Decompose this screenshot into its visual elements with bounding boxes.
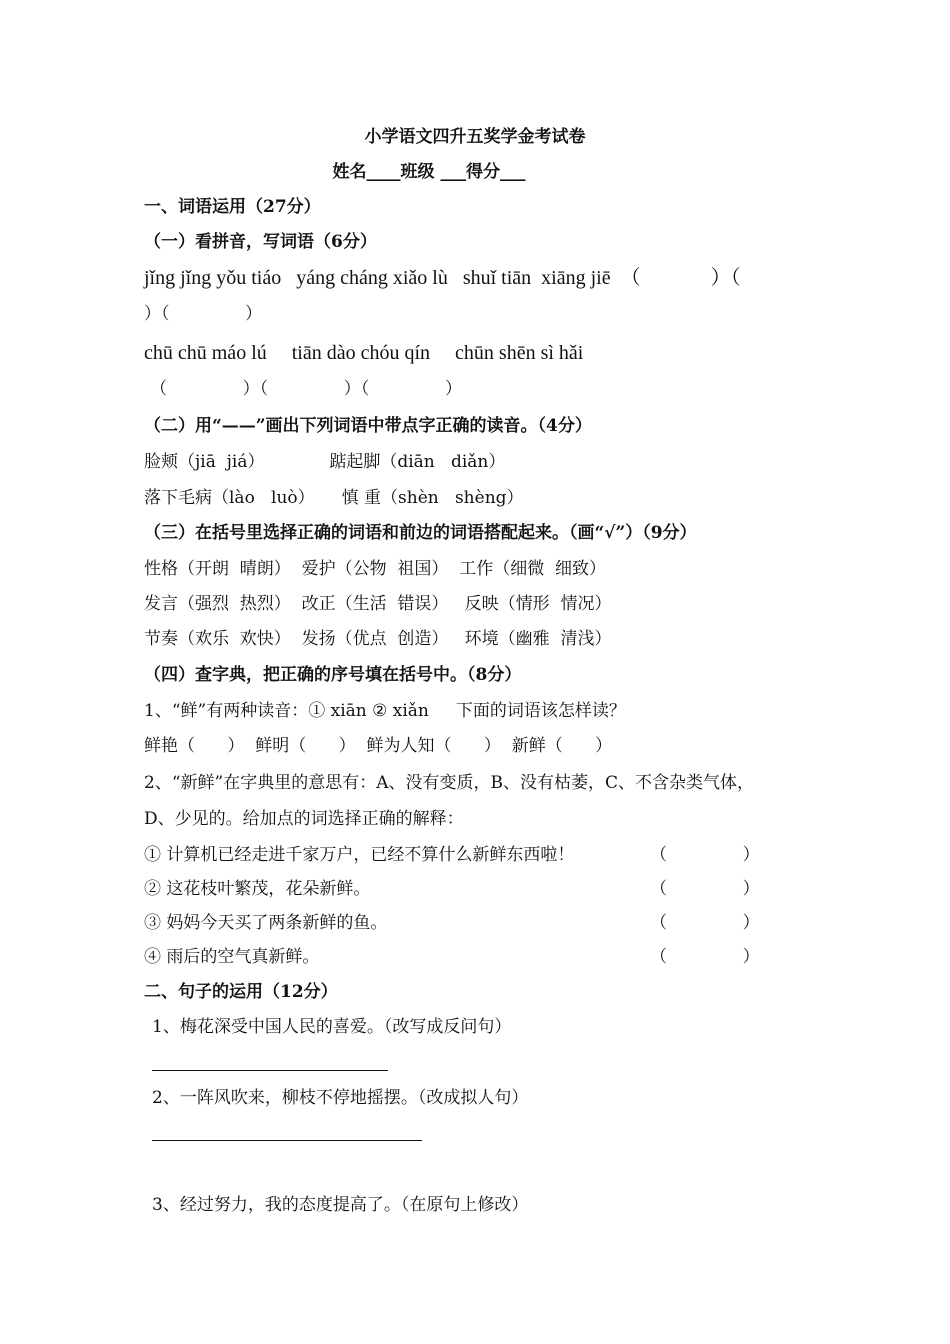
exam-title: 小学语文四升五奖学金考试卷 [364,127,586,147]
q4-item-1: ① 计算机已经走进千家万户，已经不算什么新鲜东西啦！ [144,845,575,865]
q3-heading: （三）在括号里选择正确的词语和前边的词语搭配起来。（画“√”）（9分） [144,523,697,543]
q4-item-4-blank: （ ） [650,947,760,967]
sentence-2: 2、一阵风吹来，柳枝不停地摇摆。（改成拟人句） [152,1088,529,1108]
student-info-line: 姓名____班级 ___得分___ [332,162,526,182]
part2-heading: 二、句子的运用（12分） [144,982,338,1002]
q3-row2: 发言（强烈 热烈） 改正（生活 错误） 反映（情形 情况） [144,594,612,614]
q4-line3: 2、“新鲜”在字典里的意思有：A、没有变质，B、没有枯萎，C、不含杂类气体， [144,773,754,793]
sentence-3: 3、经过努力，我的态度提高了。（在原句上修改） [152,1195,529,1215]
sentence-1: 1、梅花深受中国人民的喜爱。（改写成反问句） [152,1017,512,1037]
pinyin-row2: chū chū máo lú tiān dào chóu qín chūn shēn sì hǎi [144,342,584,364]
q1-heading: （一）看拼音，写词语（6分） [144,232,377,252]
q4-item-3-blank: （ ） [650,913,760,933]
part1-heading: 一、词语运用（27分） [144,197,321,217]
q2-row2: 落下毛病（lào luò） 慎 重（shèn shèng） [144,488,524,508]
q4-line4: D、少见的。给加点的词选择正确的解释： [144,809,464,829]
q4-line2: 鲜艳（ ） 鲜明（ ） 鲜为人知（ ） 新鲜（ ） [144,736,613,756]
q4-item-2-blank: （ ） [650,879,760,899]
q2-row1: 脸颊（jiā jiá） 踮起脚（diān diǎn） [144,452,506,472]
q4-item-1-blank: （ ） [650,845,760,865]
q4-item-3: ③ 妈妈今天买了两条新鲜的鱼。 [144,913,388,933]
answer-line-1[interactable] [152,1070,388,1071]
q4-heading: （四）查字典，把正确的序号填在括号中。（8分） [144,665,522,685]
pinyin-row1: jǐng jǐng yǒu tiáo yáng cháng xiǎo lù shuǐ tiān xiāng jiē （ ）（ [144,267,741,289]
q3-row3: 节奏（欢乐 欢快） 发扬（优点 创造） 环境（幽雅 清浅） [144,629,612,649]
q3-row1: 性格（开朗 晴朗） 爱护（公物 祖国） 工作（细微 细致） [144,559,607,579]
answer-line-2[interactable] [152,1140,422,1141]
q4-item-2: ② 这花枝叶繁茂，花朵新鲜。 [144,879,371,899]
q2-heading: （二）用“——”画出下列词语中带点字正确的读音。（4分） [144,416,592,436]
blanks-row2: （ ）（ ）（ ） [150,379,462,399]
pinyin-row1-cont: ）（ ） [144,304,263,324]
q4-line1: 1、“鲜”有两种读音：① xiān ② xiǎn 下面的词语该怎样读？ [144,701,626,721]
q4-item-4: ④ 雨后的空气真新鲜。 [144,947,320,967]
